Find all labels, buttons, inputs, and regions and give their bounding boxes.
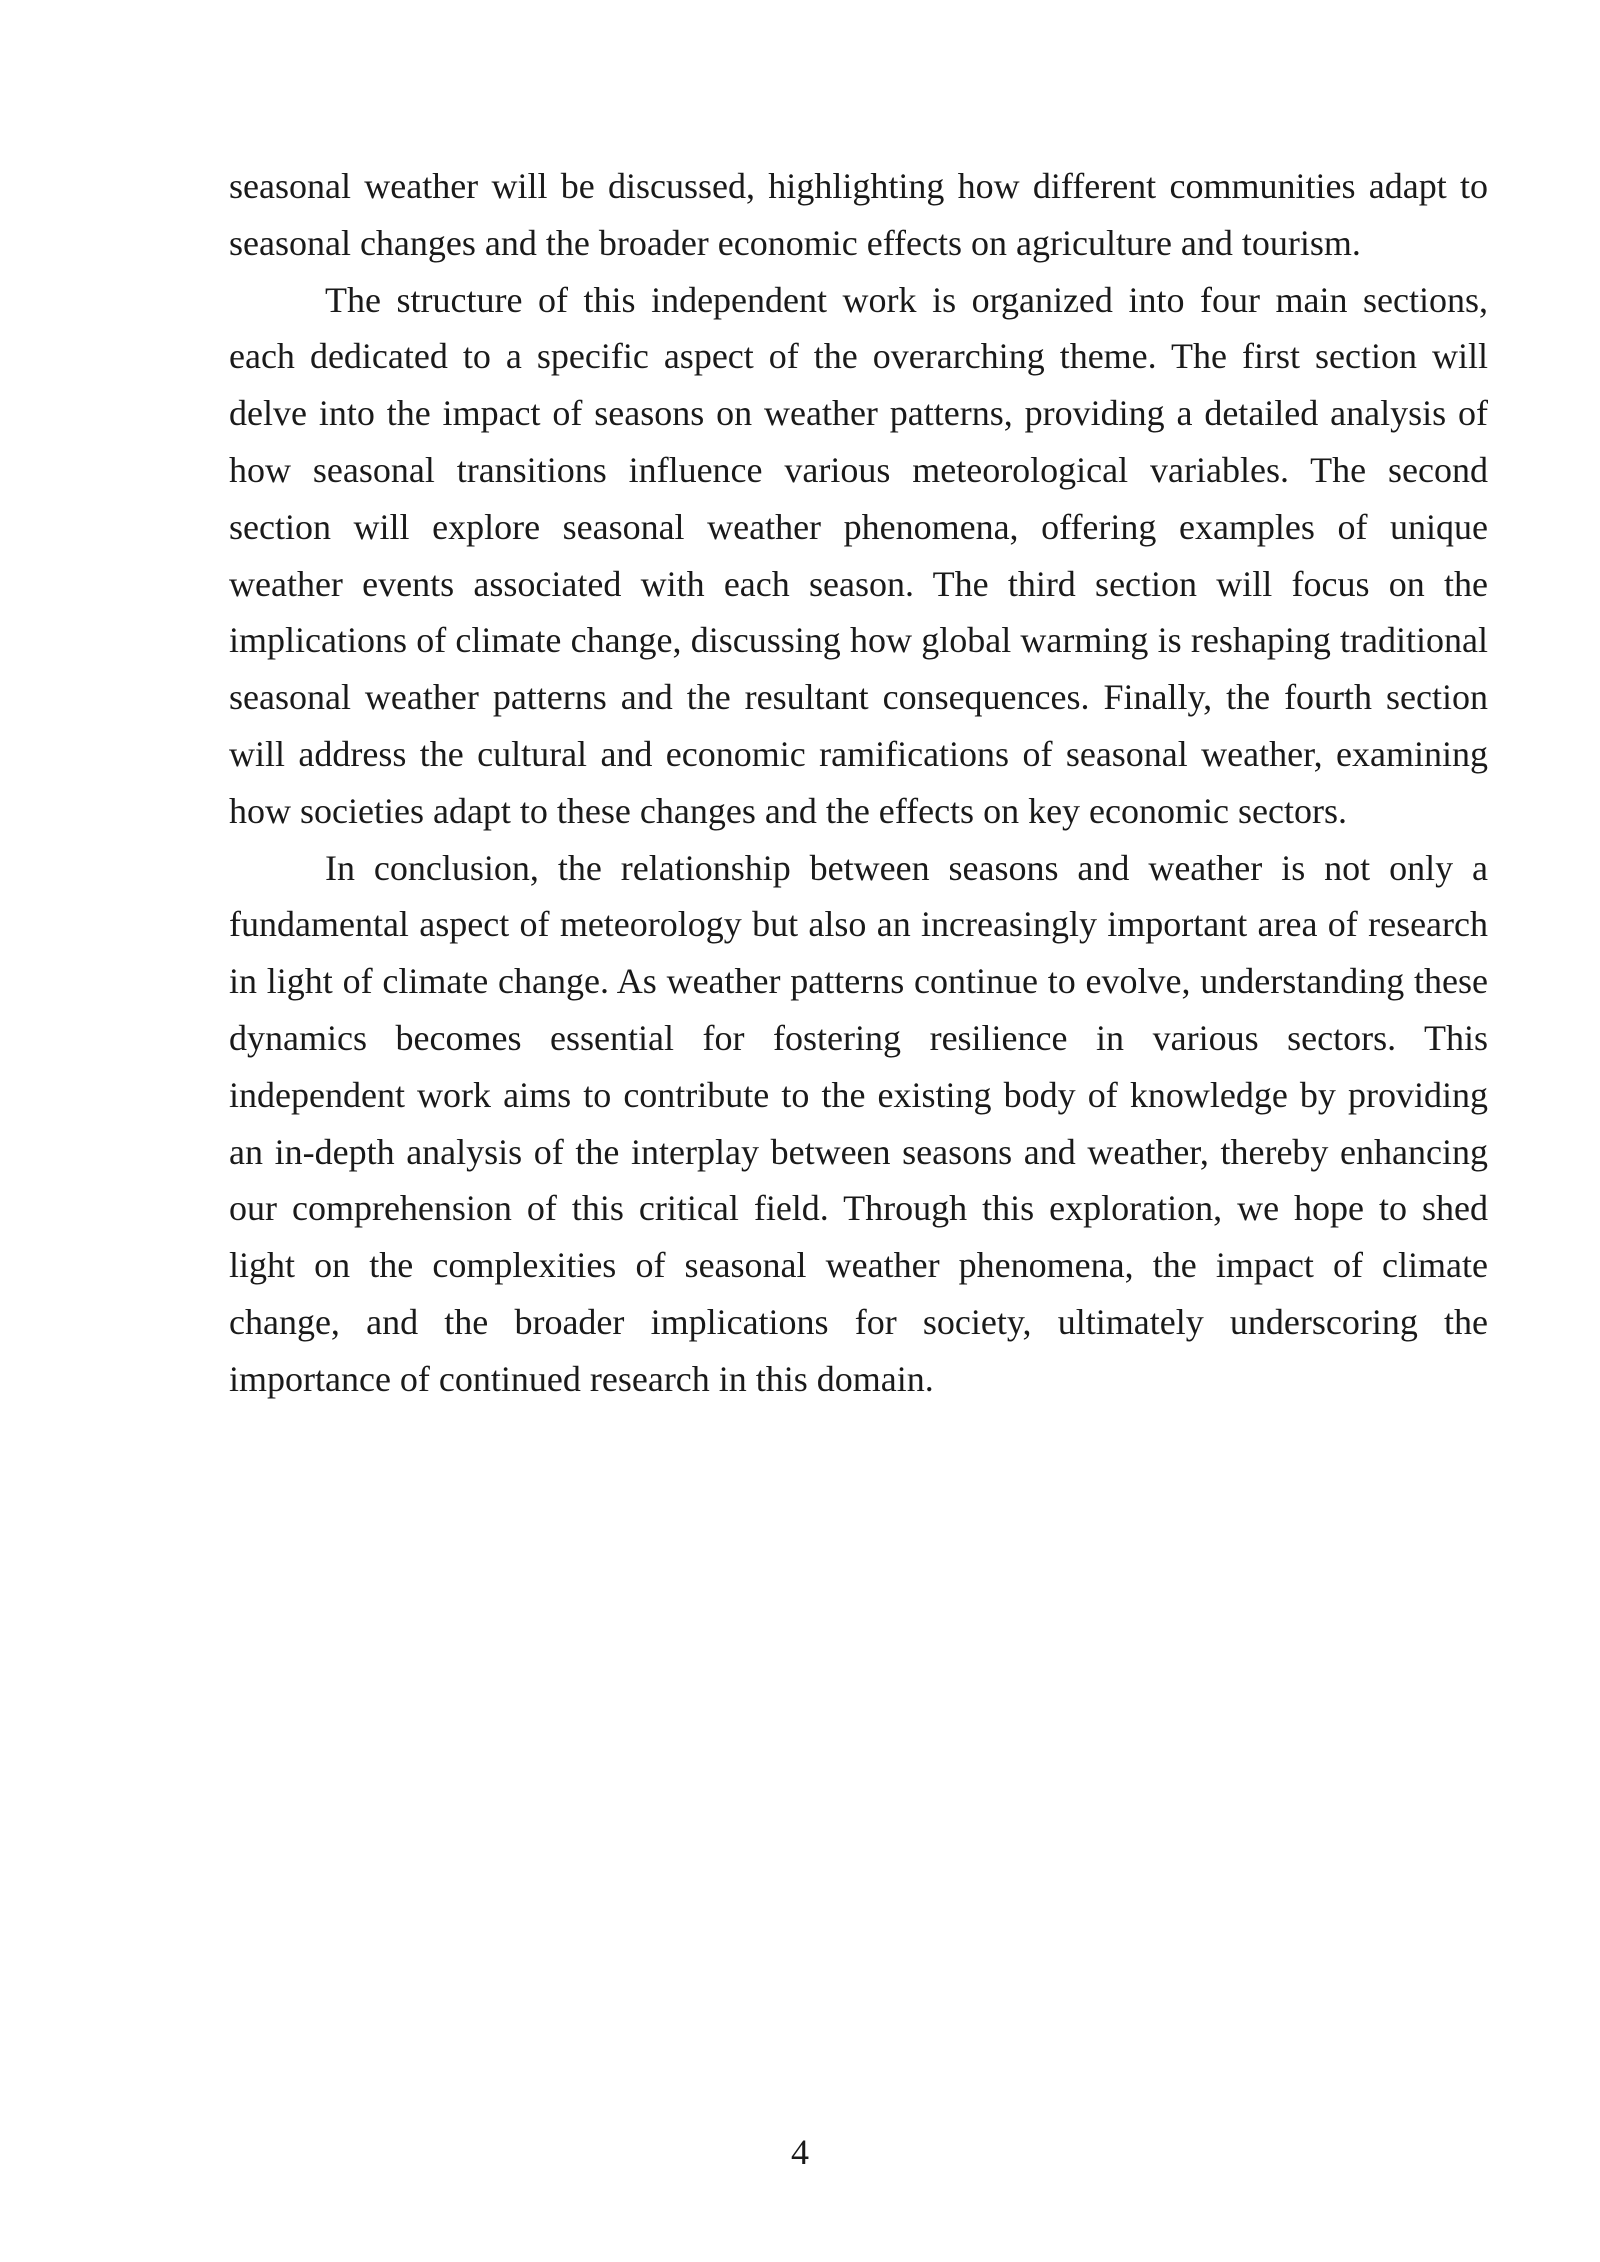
body-text xyxy=(229,158,1488,1408)
page-number: 4 xyxy=(791,2132,809,2172)
paragraph-continuation: seasonal weather will be discussed, highlighting how different communities adapt to seasonal changes and the broader economic effects on agriculture and tourism. xyxy=(229,166,1488,263)
paragraph-conclusion: In conclusion, the relationship between seasons and weather is not only a fundamental aspect of meteorology but also an increasingly important area of research in light of climate change. As weather patterns continue to evolve, understanding these dynamics becomes essential for fostering resilience in various sectors. This independent work aims to contribute to the existing body of knowledge by providing an in-depth analysis of the interplay between seasons and weather, thereby enhancing our comprehension of this critical field. Through this exploration, we hope to shed light on the complexities of seasonal weather phenomena, the impact of climate change, and the broader implications for society, ultimately underscoring the importance of continued research in this domain. xyxy=(229,847,1488,1399)
paragraph-structure: The structure of this independent work is organized into four main sections, each dedicated to a specific aspect of the overarching theme. The first section will delve into the impact of seasons on weather patterns, providing a detailed analysis of how seasonal transitions influence various meteorological variables. The second section will explore seasonal weather phenomena, offering examples of unique weather events associated with each season. The third section will focus on the implications of climate change, discussing how global warming is reshaping traditional seasonal weather patterns and the resultant consequences. Finally, the fourth section will address the cultural and economic ramifications of seasonal weather, examining how societies adapt to these changes and the effects on key economic sectors. xyxy=(229,279,1488,831)
